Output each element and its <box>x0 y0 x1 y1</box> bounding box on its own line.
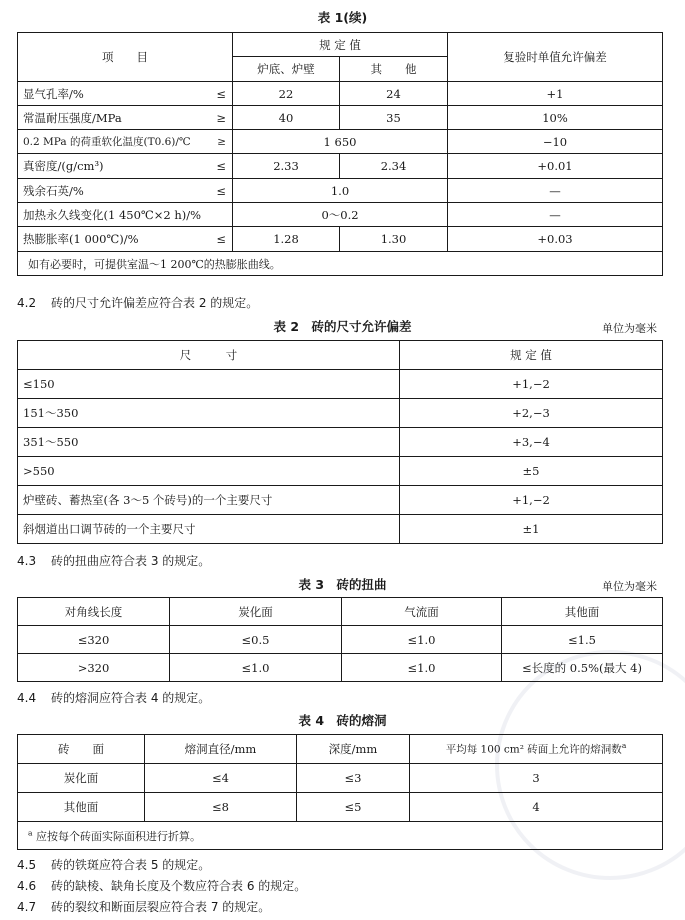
row-tolerance: +1 <box>448 82 663 106</box>
row-value1: 40 <box>233 106 340 130</box>
table-row <box>18 654 663 682</box>
row-name: 热膨胀率(1 000℃)/% <box>23 232 139 246</box>
row-spec: +1,−2 <box>400 486 663 515</box>
clause-4-6 <box>17 877 306 894</box>
row-name: 加热永久线变化(1 450℃×2 h)/% <box>23 207 202 222</box>
table4-header: 熔洞直径/mm <box>145 735 297 764</box>
row-symbol: ≤ <box>216 232 226 246</box>
table-cell: 3 <box>410 764 663 793</box>
row-symbol: ≤ <box>216 86 226 101</box>
clause-number: 4.4 <box>17 691 37 705</box>
row-spec: ±5 <box>400 457 663 486</box>
clause-number: 4.5 <box>17 858 37 872</box>
clause-text: 砖的扭曲应符合表 3 的规定。 <box>51 554 211 568</box>
clause-4-2 <box>17 294 258 311</box>
note-mark: a <box>621 741 627 751</box>
table-row <box>18 154 663 179</box>
row-value-merged: 1 650 <box>233 130 448 154</box>
row-value2: 24 <box>340 82 448 106</box>
row-size: 炉壁砖、蓄热室(各 3～5 个砖号)的一个主要尺寸 <box>18 486 400 515</box>
row-symbol: ≤ <box>216 159 226 173</box>
table-row <box>18 626 663 654</box>
table-cell: ≤1.0 <box>170 654 342 682</box>
table-cell: ≤1.0 <box>342 654 502 682</box>
table2-unit: 单位为毫米 <box>602 322 657 335</box>
table-cell: ≤长度的 0.5%(最大 4) <box>502 654 663 682</box>
table-row <box>18 370 663 399</box>
row-name: 0.2 MPa 的荷重软化温度(T0.6)/℃ <box>23 136 191 148</box>
table2-header-size: 尺 寸 <box>18 341 400 370</box>
table3-unit: 单位为毫米 <box>602 580 657 593</box>
table-row <box>18 793 663 822</box>
table-cell: ≤1.0 <box>342 626 502 654</box>
row-tolerance: 10% <box>448 106 663 130</box>
table1-header-sub1: 炉底、炉壁 <box>233 57 340 82</box>
note-text: 应按每个砖面实际面积进行折算。 <box>35 829 201 843</box>
row-value1: 22 <box>233 82 340 106</box>
row-tolerance: +0.03 <box>448 227 663 252</box>
row-size: ≤150 <box>18 370 400 399</box>
table3-caption: 表 3 砖的扭曲 <box>298 577 387 592</box>
table-cell: ≤5 <box>297 793 410 822</box>
table2-caption: 表 2 砖的尺寸允许偏差 <box>273 319 412 334</box>
table-cell: ≤0.5 <box>170 626 342 654</box>
row-name: 残余石英/% <box>23 183 84 198</box>
table2 <box>17 340 663 544</box>
table4-caption: 表 4 砖的熔洞 <box>298 713 387 728</box>
row-value-merged: 0～0.2 <box>233 203 448 227</box>
table-cell: ≤3 <box>297 764 410 793</box>
row-symbol: ≥ <box>217 135 226 148</box>
table4-header: 砖 面 <box>18 735 145 764</box>
row-size: 斜烟道出口调节砖的一个主要尺寸 <box>18 515 400 544</box>
table3-header: 炭化面 <box>170 598 342 626</box>
row-value-merged: 1.0 <box>233 179 448 203</box>
table1-note: 如有必要时，可提供室温～1 200℃的热膨胀曲线。 <box>18 252 663 276</box>
row-name: 真密度/(g/cm³) <box>23 159 104 173</box>
row-symbol: ≥ <box>216 110 226 125</box>
row-size: 151～350 <box>18 399 400 428</box>
row-value2: 35 <box>340 106 448 130</box>
table-row <box>18 179 663 203</box>
table-row <box>18 515 663 544</box>
table-row <box>18 486 663 515</box>
row-value1: 2.33 <box>233 154 340 179</box>
table4-note <box>18 822 663 850</box>
row-tolerance: +0.01 <box>448 154 663 179</box>
table3-header: 对角线长度 <box>18 598 170 626</box>
table1-header-spec: 规 定 值 <box>233 33 448 57</box>
table-row <box>18 227 663 252</box>
table4 <box>17 734 663 850</box>
clause-4-7 <box>17 898 270 915</box>
clause-text: 砖的尺寸允许偏差应符合表 2 的规定。 <box>51 296 259 310</box>
row-spec: +1,−2 <box>400 370 663 399</box>
clause-4-4 <box>17 689 210 706</box>
table-row <box>18 130 663 154</box>
clause-text: 砖的铁斑应符合表 5 的规定。 <box>51 858 211 872</box>
row-size: >550 <box>18 457 400 486</box>
table-cell: 其他面 <box>18 793 145 822</box>
table-cell: 4 <box>410 793 663 822</box>
table2-header-spec: 规 定 值 <box>400 341 663 370</box>
clause-number: 4.7 <box>17 900 37 914</box>
clause-text: 砖的熔洞应符合表 4 的规定。 <box>51 691 211 705</box>
table3-header: 其他面 <box>502 598 663 626</box>
row-value2: 2.34 <box>340 154 448 179</box>
row-symbol: ≤ <box>216 183 226 198</box>
table-row <box>18 764 663 793</box>
row-spec: +3,−4 <box>400 428 663 457</box>
row-size: 351～550 <box>18 428 400 457</box>
table-cell: ≤320 <box>18 626 170 654</box>
clause-4-5 <box>17 856 210 873</box>
table-cell: ≤4 <box>145 764 297 793</box>
table3-header: 气流面 <box>342 598 502 626</box>
row-spec: +2,−3 <box>400 399 663 428</box>
table-row <box>18 106 663 130</box>
table-row <box>18 457 663 486</box>
table1-header-sub2: 其 他 <box>340 57 448 82</box>
row-name: 显气孔率/% <box>23 86 84 101</box>
table1-header-item: 项 目 <box>18 33 233 82</box>
note-mark: a <box>28 827 33 837</box>
table-row <box>18 203 663 227</box>
clause-number: 4.6 <box>17 879 37 893</box>
clause-number: 4.3 <box>17 554 37 568</box>
clause-4-3 <box>17 552 210 569</box>
clause-number: 4.2 <box>17 296 37 310</box>
table-row <box>18 399 663 428</box>
table3 <box>17 597 663 682</box>
clause-text: 砖的裂纹和断面层裂应符合表 7 的规定。 <box>51 900 271 914</box>
row-tolerance: — <box>448 179 663 203</box>
row-name: 常温耐压强度/MPa <box>23 110 122 125</box>
table4-header: 平均每 100 cm² 砖面上允许的熔洞数 <box>445 743 622 756</box>
row-value2: 1.30 <box>340 227 448 252</box>
row-tolerance: −10 <box>448 130 663 154</box>
table-cell: 炭化面 <box>18 764 145 793</box>
row-value1: 1.28 <box>233 227 340 252</box>
table1-caption: 表 1(续) <box>317 10 368 25</box>
table4-header: 深度/mm <box>297 735 410 764</box>
table-cell: >320 <box>18 654 170 682</box>
row-spec: ±1 <box>400 515 663 544</box>
table1 <box>17 32 663 276</box>
row-tolerance: — <box>448 203 663 227</box>
table-row <box>18 82 663 106</box>
clause-text: 砖的缺棱、缺角长度及个数应符合表 6 的规定。 <box>51 879 307 893</box>
table-cell: ≤8 <box>145 793 297 822</box>
table-cell: ≤1.5 <box>502 626 663 654</box>
table1-header-tolerance: 复验时单值允许偏差 <box>448 33 663 82</box>
table-row <box>18 428 663 457</box>
